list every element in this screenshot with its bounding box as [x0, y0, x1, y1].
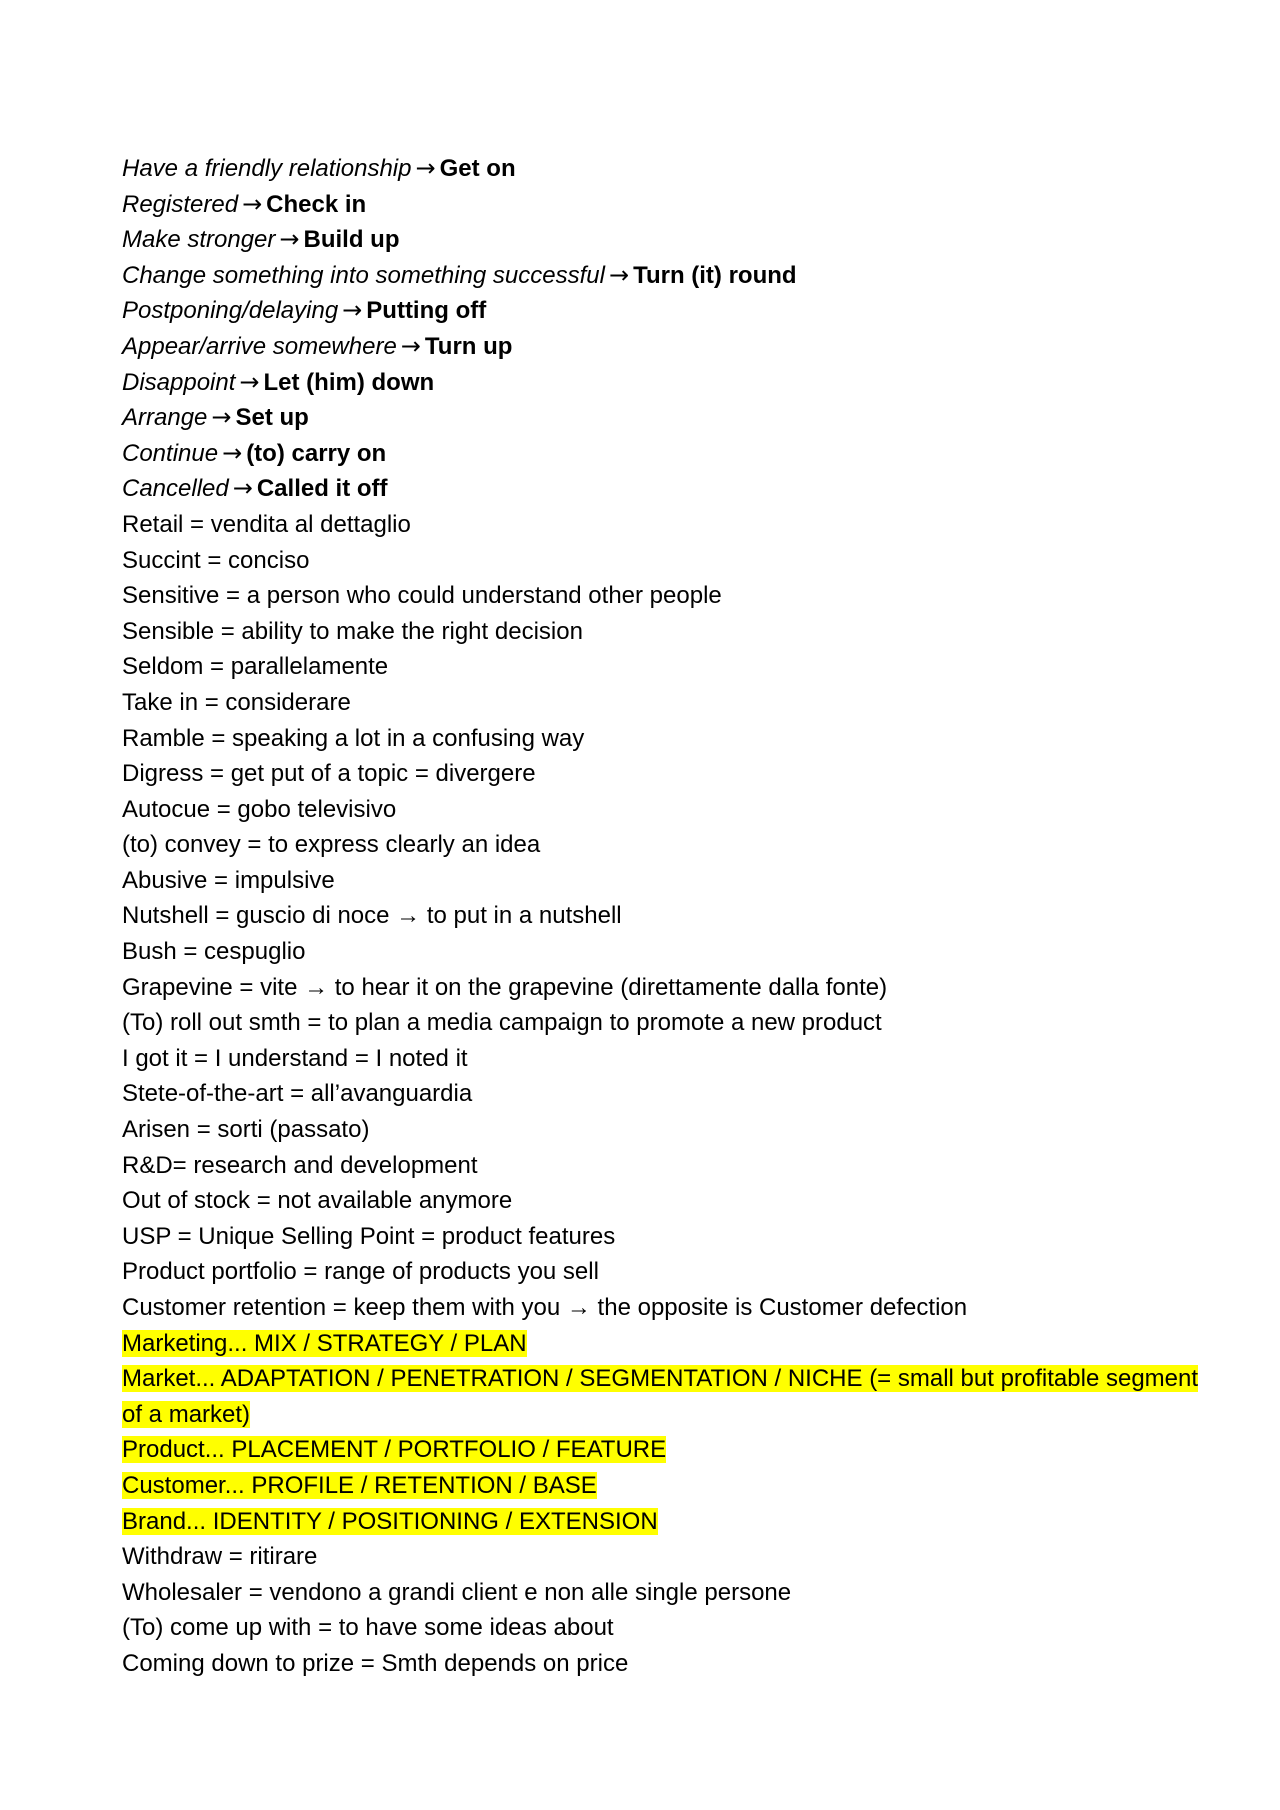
definition-line: I got it = I understand = I noted it — [122, 1044, 468, 1072]
highlighted-line — [122, 1326, 1172, 1362]
definition-line: Coming down to prize = Smth depends on price — [122, 1649, 629, 1677]
highlighted-line — [122, 1468, 1172, 1504]
phrasal-meaning: Appear/arrive somewhere — [122, 332, 397, 360]
highlighted-text: Customer... PROFILE / RETENTION / BASE — [122, 1471, 597, 1499]
definition-line: (To) roll out smth = to plan a media campaign to promote a new product — [122, 1009, 882, 1037]
phrasal-verb-line — [122, 151, 1172, 187]
definition-line: R&D= research and development — [122, 1151, 478, 1179]
definition-line: Stete-of-the-art = all’avanguardia — [122, 1080, 473, 1108]
definition-line: Retail = vendita al dettaglio — [122, 510, 411, 538]
arrow-icon: → — [342, 296, 363, 325]
highlighted-text: Brand... IDENTITY / POSITIONING / EXTENSION — [122, 1507, 658, 1535]
definition-line: Out of stock = not available anymore — [122, 1187, 513, 1215]
definition-line: Take in = considerare — [122, 688, 351, 716]
phrasal-meaning: Arrange — [122, 404, 208, 432]
phrasal-meaning: Postponing/delaying — [122, 297, 339, 325]
definition-line: Autocue = gobo televisivo — [122, 795, 397, 823]
arrow-icon: → — [222, 438, 243, 467]
arrow-icon: → — [608, 260, 630, 289]
definition-line: Product portfolio = range of products you sell — [122, 1258, 599, 1286]
phrasal-verb-line — [122, 365, 1172, 401]
highlighted-line — [122, 1397, 1172, 1433]
phrasal-verb-line — [122, 329, 1172, 365]
definition-line: Nutshell = guscio di noce → to put in a nutshell — [122, 902, 622, 930]
definition-line: Abusive = impulsive — [122, 866, 335, 894]
definition-line: Arisen = sorti (passato) — [122, 1116, 370, 1144]
phrasal-verb-line — [122, 293, 1172, 329]
phrasal-verb-line — [122, 222, 1172, 258]
phrasal-verb-line — [122, 471, 1172, 507]
highlighted-text: Product... PLACEMENT / PORTFOLIO / FEATURE — [122, 1436, 667, 1464]
definition-line: Grapevine = vite → to hear it on the grapevine (direttamente dalla fonte) — [122, 973, 888, 1001]
phrasal-meaning: Cancelled — [122, 475, 229, 503]
phrasal-verb: Called it off — [256, 475, 388, 503]
phrasal-verb: Get on — [439, 155, 516, 182]
arrow-icon: → — [242, 189, 263, 218]
phrasal-verb: Turn (it) round — [633, 261, 797, 289]
definition-line: (to) convey = to express clearly an idea — [122, 831, 541, 859]
definition-line: Digress = get put of a topic = divergere — [122, 760, 536, 788]
phrasal-verb-line — [122, 258, 1172, 294]
arrow-icon: → — [279, 225, 300, 254]
highlighted-line — [122, 1361, 1199, 1397]
phrasal-verb-line — [122, 187, 1172, 223]
phrasal-meaning: Change something into something successful — [122, 261, 605, 289]
definition-line: USP = Unique Selling Point = product features — [122, 1222, 616, 1250]
arrow-icon: → — [211, 403, 232, 432]
phrasal-verb: Let (him) down — [263, 368, 435, 396]
phrasal-verb: Build up — [303, 226, 400, 254]
definition-line: Sensible = ability to make the right decision — [122, 617, 583, 645]
definition-line: Succint = conciso — [122, 546, 310, 574]
phrasal-verb-line — [122, 436, 1172, 472]
definition-line: Withdraw = ritirare — [122, 1543, 318, 1571]
definition-line: Seldom = parallelamente — [122, 653, 389, 681]
phrasal-meaning: Registered — [122, 190, 239, 218]
definition-line: (To) come up with = to have some ideas about — [122, 1614, 614, 1642]
arrow-icon: → — [415, 154, 436, 182]
phrasal-verb: Check in — [266, 190, 367, 218]
highlighted-text: Marketing... MIX / STRATEGY / PLAN — [122, 1329, 527, 1357]
phrasal-verb-line — [122, 400, 1172, 436]
phrasal-verb: Turn up — [424, 332, 513, 360]
highlighted-text: of a market) — [122, 1400, 251, 1428]
definition-line: Wholesaler = vendono a grandi client e non alle single persone — [122, 1578, 792, 1606]
phrasal-verb: Putting off — [366, 297, 487, 325]
phrasal-meaning: Continue — [122, 439, 219, 467]
arrow-icon: → — [400, 331, 421, 360]
phrasal-meaning: Make stronger — [122, 226, 276, 254]
definition-line: Customer retention = keep them with you → the opposite is Customer defection — [122, 1294, 968, 1321]
definition-line: Ramble = speaking a lot in a confusing way — [122, 724, 585, 752]
highlighted-text: Market... ADAPTATION / PENETRATION / SEGMENTATION / NICHE (= small but profitable segment — [122, 1365, 1199, 1393]
highlighted-line — [122, 1504, 1172, 1540]
definition-line: Bush = cespuglio — [122, 938, 306, 966]
document-page — [122, 151, 1199, 1682]
phrasal-verb: Set up — [235, 404, 309, 432]
phrasal-verb: (to) carry on — [246, 439, 387, 467]
phrasal-meaning: Have a friendly relationship — [122, 155, 412, 182]
definition-line: Sensitive = a person who could understand other people — [122, 582, 722, 610]
phrasal-meaning: Disappoint — [122, 368, 236, 396]
highlighted-line — [122, 1432, 1172, 1468]
arrow-icon: → — [239, 367, 260, 396]
arrow-icon: → — [232, 474, 253, 503]
